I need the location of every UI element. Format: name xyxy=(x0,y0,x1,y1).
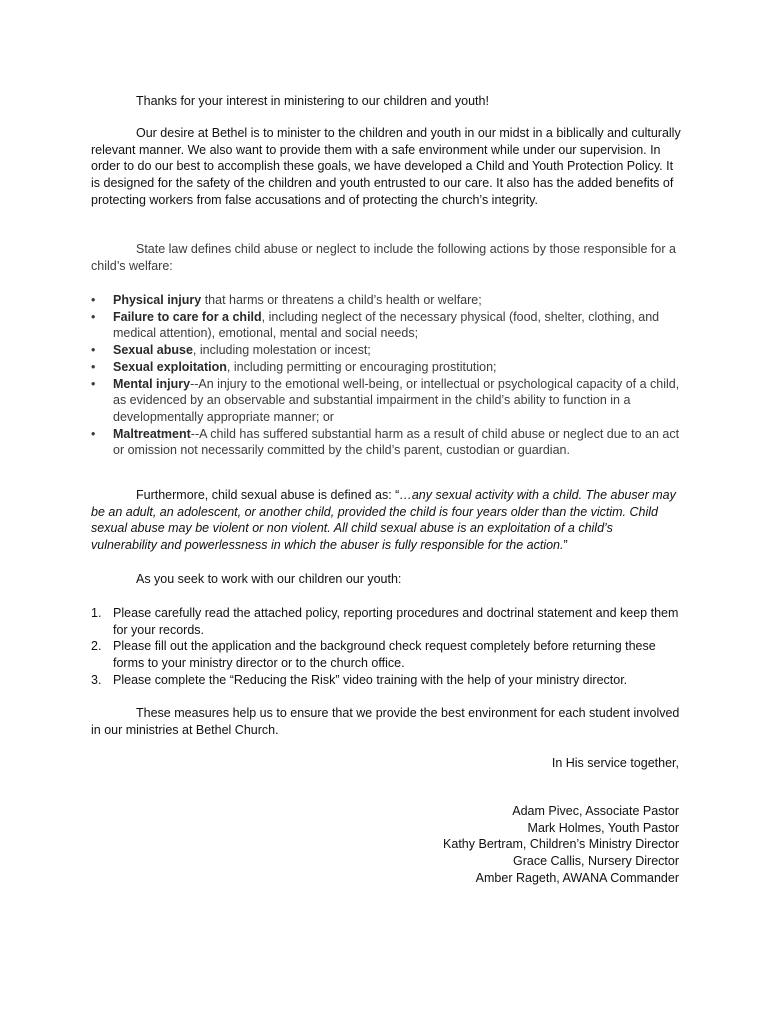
signatory-name: Adam Pivec, Associate Pastor xyxy=(512,804,679,818)
signatory-name: Kathy Bertram, Children’s Ministry Director xyxy=(443,837,679,852)
signatory-name: Mark Holmes, Youth Pastor xyxy=(527,820,679,835)
list-item xyxy=(91,605,681,638)
abuse-term: Mental injury xyxy=(113,376,191,391)
list-item xyxy=(91,292,681,309)
list-item xyxy=(91,359,681,376)
abuse-description: , including molestation or incest; xyxy=(192,343,371,358)
abuse-term: Physical injury xyxy=(113,293,202,307)
measures-paragraph: These measures help us to ensure that we provide the best environment for each student involved in our ministries at Bethel Church. xyxy=(91,706,680,737)
step-number: 2. xyxy=(91,639,102,654)
abuse-description: that harms or threatens a child’s health or welfare; xyxy=(201,293,482,307)
list-item xyxy=(91,309,681,342)
list-item xyxy=(91,342,681,359)
abuse-description: , including neglect of the necessary physical (food, shelter, clothing, and medical attention), emotional, mental and social needs; xyxy=(113,309,660,341)
step-text: Please fill out the application and the background check request completely before returning these forms to your ministry director or to the church office. xyxy=(113,639,656,671)
list-item xyxy=(91,638,681,671)
bullet-icon: • xyxy=(91,343,96,358)
abuse-term: Sexual exploitation xyxy=(113,359,227,374)
desire-paragraph: Our desire at Bethel is to minister to the children and youth in our midst in a biblically and culturally relevant manner. We also want to provide them with a safe environment while under our supervision. In order to do our best to accomplish these goals, we have developed a Child and Youth Protection Policy. It is designed for the safety of the children and youth entrusted to our care. It also has the added benefits of protecting workers from false accusations and of protecting the church’s integrity. xyxy=(91,126,681,207)
definition-quote: …any sexual activity with a child. The abuser may be an adult, an adolescent, or another child, provided the child is four years older than the victim. Child sexual abuse may be violent or non violent. All child sexual abuse is an exploitation of a child’s vulnerability and powerlessness in which the abuser is fully responsible for the action. xyxy=(91,488,676,553)
list-item xyxy=(91,426,681,459)
abuse-term: Maltreatment xyxy=(113,426,191,441)
abuse-definition-paragraph: Furthermore, child sexual abuse is defined as: “…any sexual activity with a child. The abuser may be an adult, an adolescent, or another child, provided the child is four years older than the victim. Child sexual abuse may be violent or non violent. All child sexual abuse is an exploitation of a child’s vulnerability and powerlessness in which the abuser is fully responsible for the action.” xyxy=(91,488,676,553)
opening-line: Thanks for your interest in ministering to our children and youth! xyxy=(136,94,489,108)
bullet-icon: • xyxy=(91,293,96,307)
abuse-term: Failure to care for a child xyxy=(113,309,262,324)
step-text: Please carefully read the attached policy, reporting procedures and doctrinal statement and keep them for your records. xyxy=(113,606,679,637)
abuse-description: --A child has suffered substantial harm as a result of child abuse or neglect due to an act or omission not necessarily committed by the child’s parent, custodian or guardian. xyxy=(113,426,680,458)
step-text: Please complete the “Reducing the Risk” video training with the help of your ministry director. xyxy=(113,672,628,687)
bullet-icon: • xyxy=(91,359,96,374)
list-item xyxy=(91,672,681,689)
bullet-icon: • xyxy=(91,426,96,441)
steps-intro: As you seek to work with our children our youth: xyxy=(136,572,402,586)
closing-line: In His service together, xyxy=(551,756,679,770)
bullet-icon: • xyxy=(91,376,96,391)
abuse-term: Sexual abuse xyxy=(113,343,193,358)
list-item xyxy=(91,376,681,426)
abuse-definitions-list xyxy=(91,292,681,459)
abuse-description: , including permitting or encouraging prostitution; xyxy=(226,359,497,374)
abuse-description: --An injury to the emotional well-being, or intellectual or psychological capacity of a child, as evidenced by an observable and substantial impairment in the child’s ability to function in a developmentally appropriate manner; or xyxy=(113,376,680,424)
step-number: 3. xyxy=(91,672,102,687)
signatory-name: Amber Rageth, AWANA Commander xyxy=(475,870,679,885)
signatory-name: Grace Callis, Nursery Director xyxy=(512,854,679,869)
bullet-icon: • xyxy=(91,309,96,324)
state-law-intro: State law defines child abuse or neglect to include the following actions by those responsible for a child’s welfare: xyxy=(91,242,676,273)
step-number: 1. xyxy=(91,606,102,620)
signature-block xyxy=(279,803,679,887)
steps-list xyxy=(91,605,681,689)
